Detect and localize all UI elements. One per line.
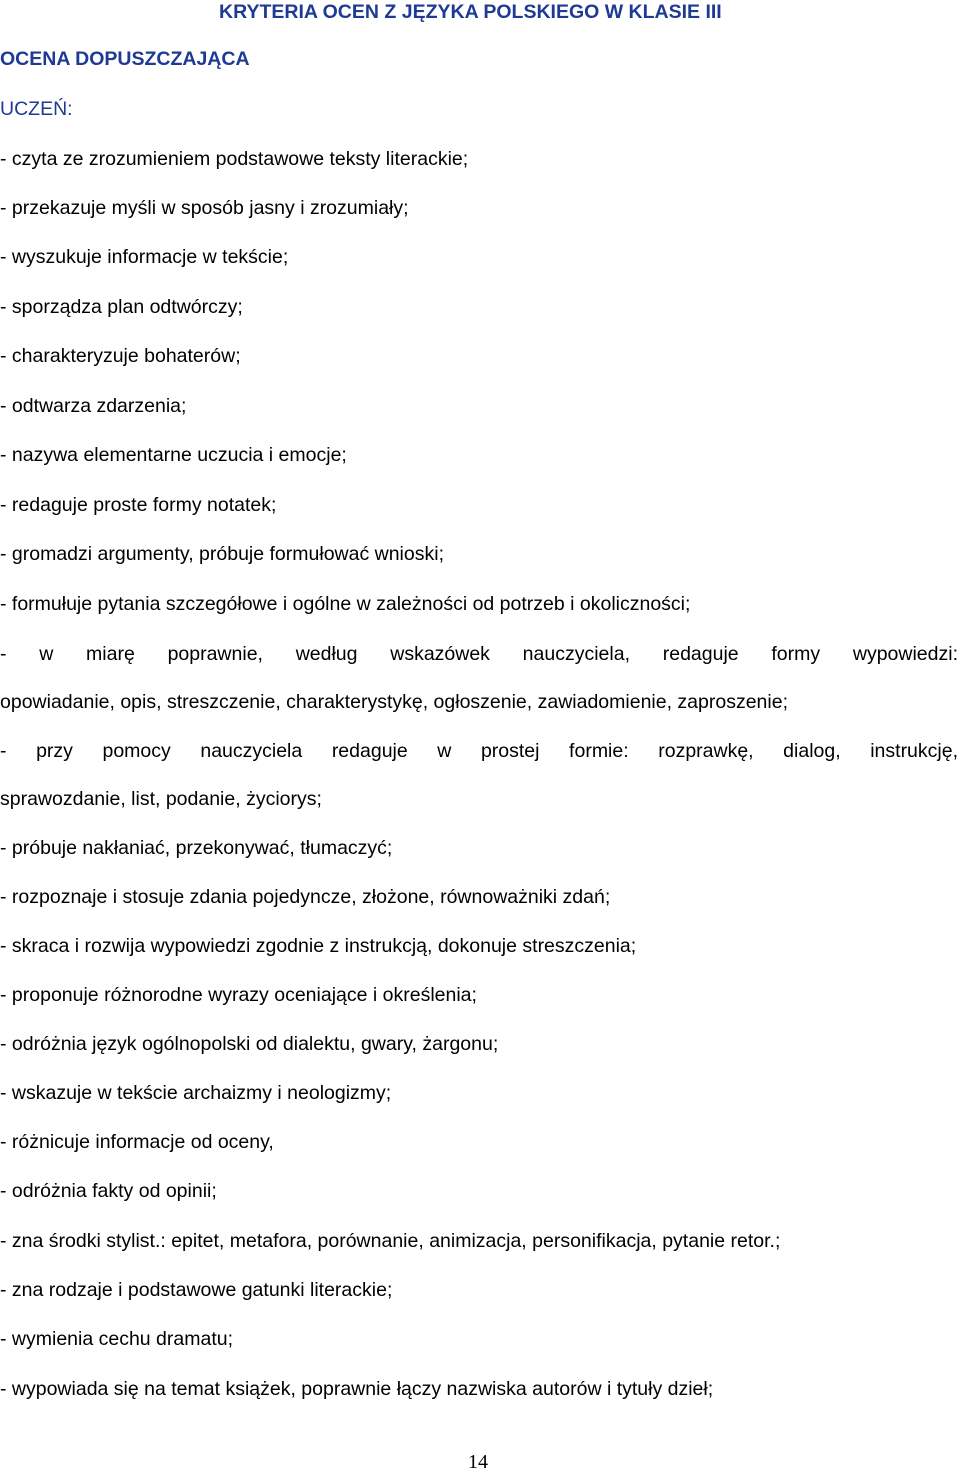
list-item: - nazywa elementarne uczucia i emocje; [0,444,347,466]
list-item: - wymienia cechu dramatu; [0,1328,234,1350]
list-item: - wypowiada się na temat książek, poprawnie łączy nazwiska autorów i tytuły dzieł; [0,1378,714,1400]
list-item: - czyta ze zrozumieniem podstawowe teksty literackie; [0,148,469,170]
list-item: - zna rodzaje i podstawowe gatunki literackie; [0,1279,393,1301]
grade-title: OCENA DOPUSZCZAJĄCA [0,48,250,70]
list-item: - różnicuje informacje od oceny, [0,1131,274,1153]
list-item: - odróżnia język ogólnopolski od dialektu, gwary, żargonu; [0,1033,499,1055]
list-item: - wyszukuje informacje w tekście; [0,246,289,268]
list-item: - gromadzi argumenty, próbuje formułować wnioski; [0,543,444,565]
page-number: 14 [468,1451,488,1473]
list-item: opowiadanie, opis, streszczenie, charakterystykę, ogłoszenie, zawiadomienie, zaproszenie; [0,691,788,713]
list-item: sprawozdanie, list, podanie, życiorys; [0,788,322,810]
list-item: - zna środki stylist.: epitet, metafora, porównanie, animizacja, personifikacja, pytanie retor.; [0,1230,781,1252]
list-item: - rozpoznaje i stosuje zdania pojedyncze, złożone, równoważniki zdań; [0,886,611,908]
list-item: - próbuje nakłaniać, przekonywać, tłumaczyć; [0,837,393,859]
list-item: - wskazuje w tekście archaizmy i neologizmy; [0,1082,392,1104]
list-item: - przy pomocy nauczyciela redaguje w prostej formie: rozprawkę, dialog, instrukcję, [0,740,958,762]
list-item: - w miarę poprawnie, według wskazówek nauczyciela, redaguje formy wypowiedzi: [0,643,958,665]
student-label: UCZEŃ: [0,98,73,120]
document-title: KRYTERIA OCEN Z JĘZYKA POLSKIEGO W KLASIE III [219,1,722,23]
list-item: - sporządza plan odtwórczy; [0,296,243,318]
list-item: - formułuje pytania szczegółowe i ogólne w zależności od potrzeb i okoliczności; [0,593,691,615]
list-item: - proponuje różnorodne wyrazy oceniające i określenia; [0,984,477,1006]
list-item: - redaguje proste formy notatek; [0,494,277,516]
list-item: - charakteryzuje bohaterów; [0,345,241,367]
list-item: - przekazuje myśli w sposób jasny i zrozumiały; [0,197,409,219]
list-item: - odróżnia fakty od opinii; [0,1180,217,1202]
list-item: - odtwarza zdarzenia; [0,395,187,417]
list-item: - skraca i rozwija wypowiedzi zgodnie z instrukcją, dokonuje streszczenia; [0,935,637,957]
